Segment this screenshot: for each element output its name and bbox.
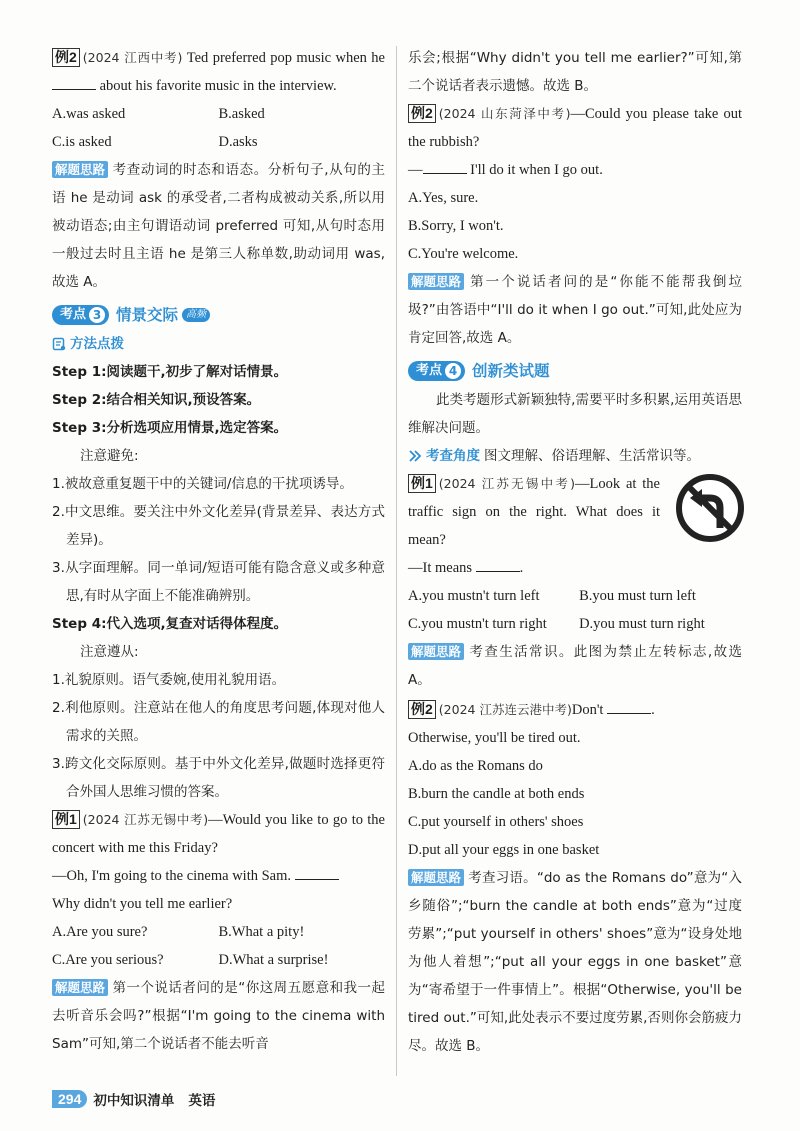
- option-b: B.asked: [218, 106, 265, 122]
- dialogue-line: Otherwise, you'll be tired out.: [408, 730, 581, 746]
- step-2: Step 2:结合相关知识,预设答案。: [52, 392, 261, 408]
- no-left-turn-sign-icon: [674, 472, 746, 544]
- example-1-question: 例1 (2024 江苏无锡中考)—Look at the traffic sign on the right. What does it mean?: [408, 475, 660, 548]
- option-a: A.was asked: [52, 106, 126, 122]
- example-1-block: [408, 470, 742, 554]
- topic-badge: 考点 3: [52, 305, 109, 325]
- method-icon: [52, 337, 66, 351]
- example-source: (2024 江西中考): [82, 50, 183, 65]
- options: [52, 918, 385, 974]
- topic-badge: 考点 4: [408, 361, 465, 381]
- follow-item: 3.跨文化交际原则。基于中外文化差异,做题时选择更符合外国人思维习惯的答案。: [52, 756, 385, 800]
- example-source: (2024 山东菏泽中考): [438, 106, 571, 121]
- explanation: 解题思路 考查动词的时态和语态。分析句子,从句的主语 he 是动词 ask 的承受者,二者构成被动关系,所以用被动语态;由主句谓语动词 preferred 可知,从句时态用一般过去时且主语 he 是第三人称单数,助动词用 was,故选 A。: [52, 162, 385, 290]
- example-tag: 例2: [408, 700, 436, 719]
- angle-icon: [408, 449, 422, 463]
- subject-label: 英语: [188, 1093, 216, 1109]
- solution-label: 解题思路: [408, 643, 464, 660]
- option-d: D.put all your eggs in one basket: [408, 842, 600, 858]
- frequency-badge: 高频: [182, 308, 210, 322]
- option-b: B.burn the candle at both ends: [408, 786, 585, 802]
- answer-blank: [423, 159, 467, 174]
- option-c: C.is asked: [52, 134, 112, 150]
- option-c: C.put yourself in others' shoes: [408, 814, 584, 830]
- answer-blank: [295, 865, 339, 880]
- example-2-question: 例2 (2024 山东菏泽中考)—Could you please take out the rubbish?: [408, 105, 743, 150]
- angle-text: 图文理解、俗语理解、生活常识等。: [484, 448, 700, 464]
- angle-heading: 考查角度: [408, 442, 480, 470]
- options: [52, 100, 385, 156]
- step-1: Step 1:阅读题干,初步了解对话情景。: [52, 364, 288, 380]
- avoid-item: 2.中文思维。要关注中外文化差异(背景差异、表达方式差异)。: [52, 504, 385, 548]
- answer-blank: [607, 699, 651, 714]
- explanation: 解题思路 考查生活常识。此图为禁止左转标志,故选 A。: [408, 644, 742, 688]
- solution-label: 解题思路: [408, 273, 464, 290]
- example-tag: 例1: [52, 810, 80, 829]
- topic-4-header: [408, 358, 742, 384]
- option-c: C.you mustn't turn right: [408, 616, 547, 632]
- dialogue-line: —Oh, I'm going to the cinema with Sam.: [52, 862, 385, 890]
- topic-title: 创新类试题: [472, 362, 550, 380]
- example-2b-question: 例2 (2024 江苏连云港中考)Don't .: [408, 696, 742, 724]
- option-a: A.Yes, sure.: [408, 190, 479, 206]
- option-d: D.What a surprise!: [218, 952, 329, 968]
- dialogue-line: —It means .: [408, 554, 742, 582]
- follow-item: 2.利他原则。注意站在他人的角度思考问题,体现对他人需求的关照。: [52, 700, 385, 744]
- example-tag: 例2: [408, 104, 436, 123]
- book-title: 初中知识清单: [93, 1093, 175, 1109]
- left-column: [52, 44, 385, 1058]
- solution-label: 解题思路: [408, 869, 464, 886]
- topic-intro: 此类考题形式新颖独特,需要平时多积累,运用英语思维解决问题。: [408, 392, 742, 436]
- options: [408, 582, 742, 638]
- method-heading: 方法点拨: [52, 330, 385, 358]
- question-text: about his favorite music in the interview.: [99, 78, 337, 94]
- angle-line: [408, 442, 742, 470]
- option-a: A.Are you sure?: [52, 924, 148, 940]
- column-divider: [396, 46, 397, 1076]
- avoid-item: 3.从字面理解。同一单词/短语可能有隐含意义或多种意思,有时从字面上不能准确辨别。: [52, 560, 385, 604]
- right-column: [408, 44, 742, 1060]
- solution-label: 解题思路: [52, 161, 108, 178]
- explanation: 解题思路 第一个说话者问的是“你这周五愿意和我一起去听音乐会吗?”根据“I'm going to the cinema with Sam”可知,第二个说话者不能去听音: [52, 980, 385, 1052]
- example-source: (2024 江苏无锡中考): [82, 812, 209, 827]
- note-follow: 注意遵从:: [80, 644, 139, 660]
- option-c: C.Are you serious?: [52, 952, 164, 968]
- example-2-question: [52, 44, 385, 100]
- topic-title: 情景交际: [116, 306, 179, 324]
- explanation-continued: 乐会;根据“Why didn't you tell me earlier?”可知,第二个说话者表示遗憾。故选 B。: [408, 50, 742, 94]
- explanation: 解题思路 第一个说话者问的是“你能不能帮我倒垃圾?”由答语中“I'll do it when I go out.”可知,此处应为肯定回答,故选 A。: [408, 274, 742, 346]
- step-4: Step 4:代入选项,复查对话得体程度。: [52, 616, 288, 632]
- example-tag: 例1: [408, 474, 436, 493]
- example-tag: 例2: [52, 48, 80, 67]
- page-number: 294: [52, 1090, 87, 1108]
- option-c: C.You're welcome.: [408, 246, 519, 262]
- answer-blank: [52, 75, 96, 90]
- topic-3-header: [52, 302, 385, 328]
- option-d: D.you must turn right: [579, 616, 705, 632]
- dialogue-line: — I'll do it when I go out.: [408, 156, 742, 184]
- option-d: D.asks: [218, 134, 258, 150]
- step-3: Step 3:分析选项应用情景,选定答案。: [52, 420, 288, 436]
- option-b: B.Sorry, I won't.: [408, 218, 504, 234]
- question-text: Ted preferred pop music when he: [186, 50, 385, 66]
- answer-blank: [476, 557, 520, 572]
- option-b: B.you must turn left: [579, 588, 696, 604]
- dialogue-line: Why didn't you tell me earlier?: [52, 896, 233, 912]
- option-a: A.you mustn't turn left: [408, 588, 540, 604]
- example-source: (2024 江苏无锡中考): [438, 476, 575, 491]
- note-avoid: 注意避免:: [80, 448, 139, 464]
- avoid-item: 1.被故意重复题干中的关键词/信息的干扰项诱导。: [52, 476, 353, 492]
- explanation: 解题思路 考查习语。“do as the Romans do”意为“入乡随俗”;“burn the candle at both ends”意为“过度劳累”;“put yourself in others' shoes”意为“设身处地为他人着想”;“put all your eggs in one basket”意为“寄希望于一件事情上”。根据“Otherwise, you'll be tired out.”可知,此处表示不要过度劳累,否则你会筋疲力尽。故选 B。: [408, 870, 742, 1054]
- example-1-question: 例1 (2024 江苏无锡中考)—Would you like to go to the concert with me this Friday?: [52, 811, 385, 856]
- option-a: A.do as the Romans do: [408, 758, 543, 774]
- page-footer: [52, 1089, 215, 1109]
- solution-label: 解题思路: [52, 979, 108, 996]
- example-source: (2024 江苏连云港中考): [438, 702, 572, 717]
- follow-item: 1.礼貌原则。语气委婉,使用礼貌用语。: [52, 672, 286, 688]
- option-b: B.What a pity!: [218, 924, 305, 940]
